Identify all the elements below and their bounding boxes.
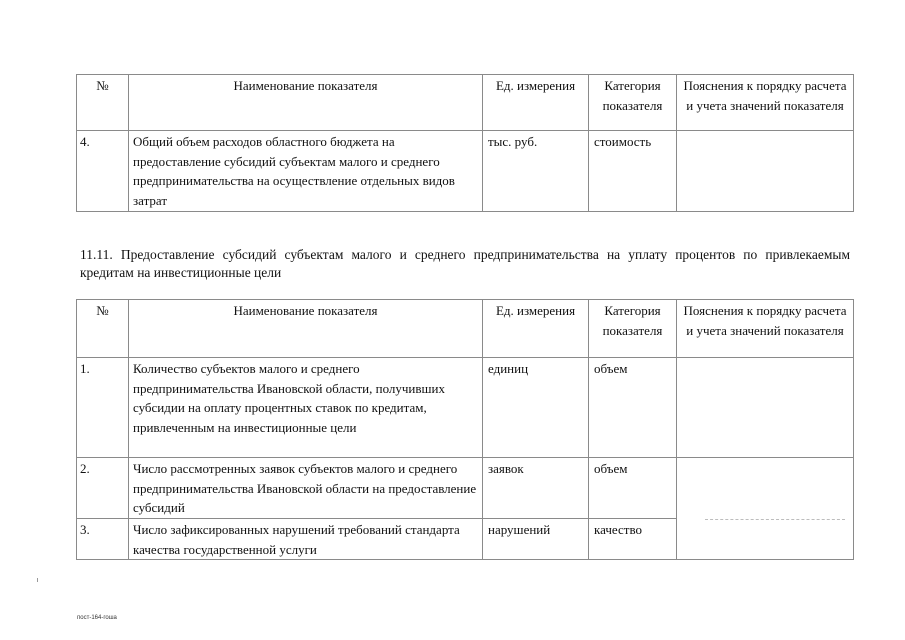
scan-artifact-line [705,519,845,520]
table-row [77,131,854,212]
row-explanation [677,131,854,212]
table-row [77,358,854,458]
scan-artifact-tick [37,578,38,582]
row-category: объем [589,358,677,458]
header-unit: Ед. измерения [483,300,589,358]
header-category: Категория показателя [589,75,677,131]
row-name: Число рассмотренных заявок субъектов малого и среднего предпринимательства Ивановской области на предоставление субсидий [129,458,483,519]
row-num: 4. [77,131,129,212]
row-explanation [677,519,854,560]
row-unit: единиц [483,358,589,458]
row-category: стоимость [589,131,677,212]
row-name: Число зафиксированных нарушений требований стандарта качества государственной услуги [129,519,483,560]
indicators-table-1 [76,74,854,212]
indicators-table-2 [76,299,854,560]
table-header-row [77,300,854,358]
row-category: качество [589,519,677,560]
row-unit: заявок [483,458,589,519]
header-unit: Ед. измерения [483,75,589,131]
header-explanation: Пояснения к порядку расчета и учета значений показателя [677,300,854,358]
header-name: Наименование показателя [129,300,483,358]
row-name: Общий объем расходов областного бюджета на предоставление субсидий субъектам малого и среднего предпринимательства на осуществление отдельных видов затрат [129,131,483,212]
header-category: Категория показателя [589,300,677,358]
row-explanation [677,458,854,519]
row-name: Количество субъектов малого и среднего предпринимательства Ивановской области, получивших субсидии на оплату процентных ставок по кредитам, привлеченным на инвестиционные цели [129,358,483,458]
row-unit: тыс. руб. [483,131,589,212]
footer-code: пост-164-гоша [77,615,117,621]
row-num: 1. [77,358,129,458]
header-explanation: Пояснения к порядку расчета и учета значений показателя [677,75,854,131]
row-num: 2. [77,458,129,519]
row-category: объем [589,458,677,519]
row-unit: нарушений [483,519,589,560]
table-row [77,458,854,519]
header-num: № [77,300,129,358]
header-num: № [77,75,129,131]
section-heading: 11.11. Предоставление субсидий субъектам малого и среднего предпринимательства на уплату процентов по привлекаемым кредитам на инвестиционные цели [80,247,850,280]
row-explanation [677,358,854,458]
row-num: 3. [77,519,129,560]
table-row [77,519,854,560]
table-header-row [77,75,854,131]
header-name: Наименование показателя [129,75,483,131]
